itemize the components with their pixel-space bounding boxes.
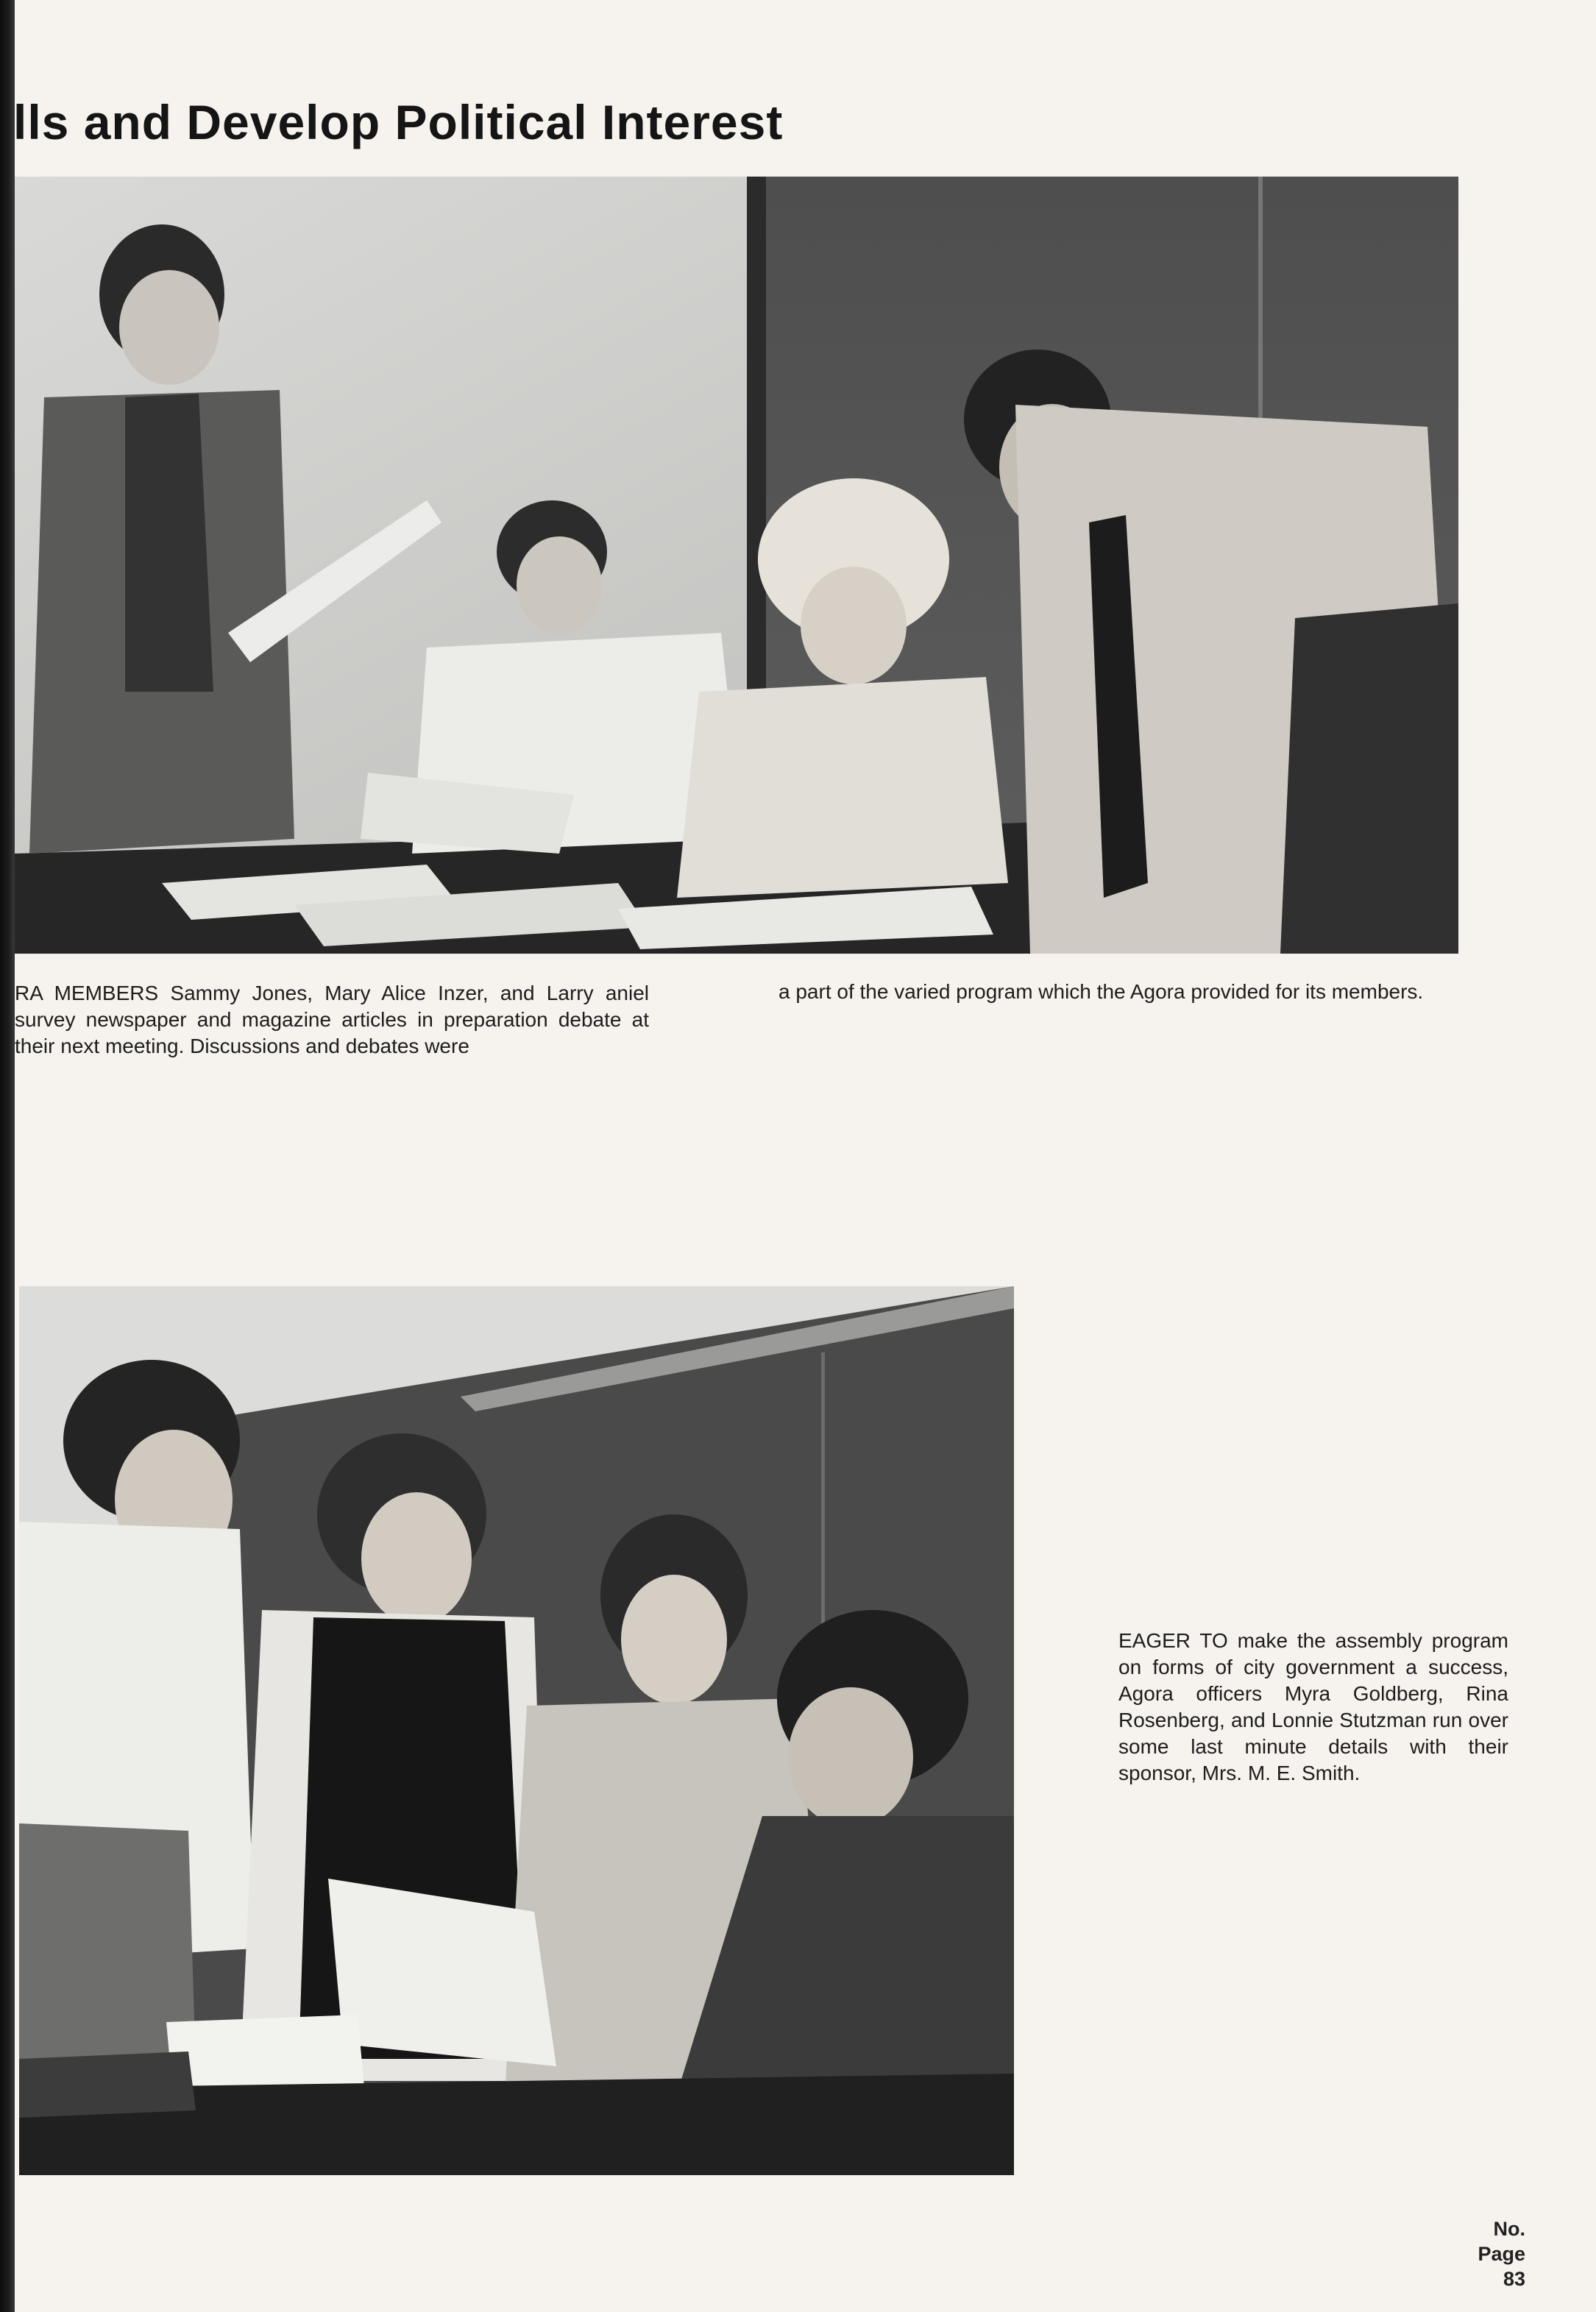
bottom-photo-caption: EAGER TO make the assembly program on forms of city government a success, Agora officers Myra Goldberg, Rina Rosenberg, and Lonnie Stutzman run over some last minute details with their sponsor, Mrs. M. E. Smith. — [1118, 1629, 1508, 1784]
page-headline: lls and Develop Political Interest — [13, 95, 784, 149]
folio-page-number: 83 — [1503, 2268, 1525, 2290]
bottom-photo-image — [19, 1286, 1014, 2175]
folio-page-label: Page — [1478, 2243, 1525, 2265]
top-photo-caption-left: RA MEMBERS Sammy Jones, Mary Alice Inzer, and Larry aniel survey newspaper and magazine articles in preparation debate at their next meeting. Discussions and debates were — [15, 982, 649, 1057]
bottom-photo — [19, 1286, 1014, 2175]
page-folio — [1478, 2216, 1525, 2291]
top-photo-image — [15, 177, 1458, 954]
top-photo — [15, 177, 1458, 954]
binding-edge — [0, 0, 15, 2312]
folio-no: No. — [1493, 2218, 1525, 2240]
top-photo-caption-right: a part of the varied program which the Agora provided for its members. — [779, 980, 1424, 1003]
